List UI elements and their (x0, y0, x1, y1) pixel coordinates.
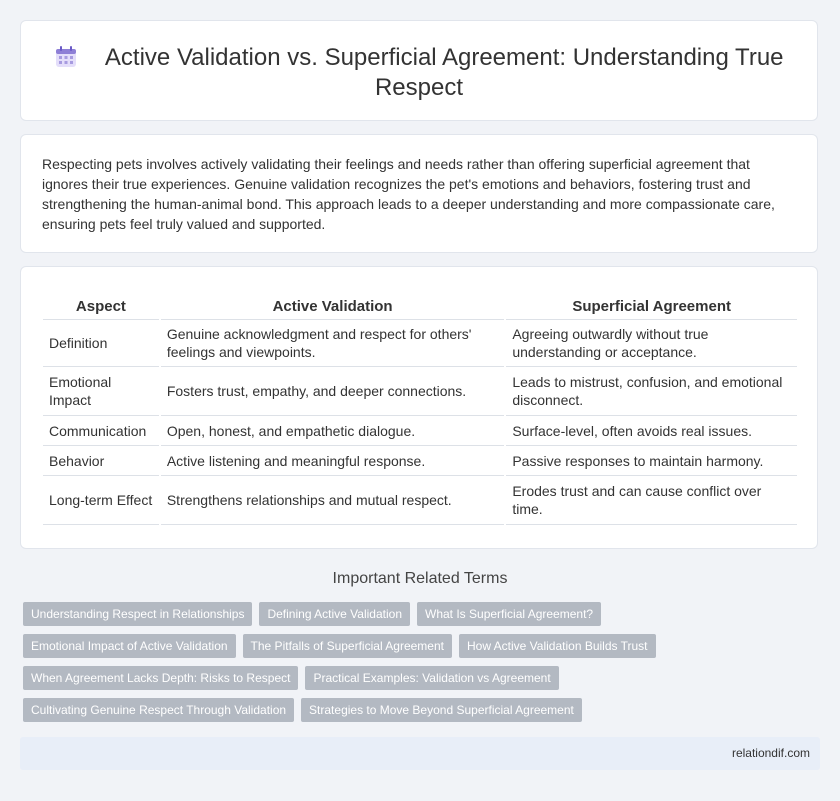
table-row (43, 416, 797, 446)
related-term-tag[interactable]: Emotional Impact of Active Validation (23, 634, 236, 658)
calendar-icon (54, 45, 78, 69)
row-superficial-agreement: Surface-level, often avoids real issues. (506, 416, 797, 446)
title-wrap (21, 43, 817, 103)
row-active-validation: Fosters trust, empathy, and deeper connections. (161, 367, 504, 416)
row-aspect: Long-term Effect (43, 476, 159, 525)
row-superficial-agreement: Passive responses to maintain harmony. (506, 446, 797, 476)
related-term-tag[interactable]: Defining Active Validation (259, 602, 410, 626)
row-active-validation: Open, honest, and empathetic dialogue. (161, 416, 504, 446)
tag-row (23, 698, 803, 722)
intro-card (20, 134, 818, 253)
table-row (43, 446, 797, 476)
related-term-tag[interactable]: How Active Validation Builds Trust (459, 634, 656, 658)
comparison-card (20, 266, 818, 549)
header-card (20, 20, 818, 121)
related-term-tag[interactable]: The Pitfalls of Superficial Agreement (243, 634, 452, 658)
tag-row (23, 634, 803, 658)
header-aspect: Aspect (43, 289, 159, 320)
footer (20, 737, 820, 770)
related-term-tag[interactable]: What Is Superficial Agreement? (417, 602, 601, 626)
row-aspect: Definition (43, 320, 159, 367)
intro-text: Respecting pets involves actively validating their feelings and needs rather than offering superficial agreement that ignores their true experiences. Genuine validation recognizes the pet's emotions and behaviors, fostering trust and strengthening the human-animal bond. This approach leads to a deeper understanding and more compassionate care, ensuring pets feel truly valued and supported. (42, 156, 775, 232)
table-header-row (43, 289, 797, 320)
comparison-table (41, 289, 799, 525)
row-superficial-agreement: Erodes trust and can cause conflict over time. (506, 476, 797, 525)
table-row (43, 476, 797, 525)
related-term-tag[interactable]: When Agreement Lacks Depth: Risks to Respect (23, 666, 298, 690)
row-superficial-agreement: Leads to mistrust, confusion, and emotional disconnect. (506, 367, 797, 416)
related-term-tag[interactable]: Strategies to Move Beyond Superficial Agreement (301, 698, 582, 722)
row-aspect: Behavior (43, 446, 159, 476)
related-terms-title: Important Related Terms (332, 570, 508, 587)
row-aspect: Emotional Impact (43, 367, 159, 416)
page-title: Active Validation vs. Superficial Agreement: Understanding True Respect (104, 44, 784, 101)
tag-row (23, 602, 803, 626)
row-active-validation: Strengthens relationships and mutual respect. (161, 476, 504, 525)
tag-row (23, 666, 803, 690)
related-term-tag[interactable]: Practical Examples: Validation vs Agreement (305, 666, 558, 690)
footer-site-link[interactable]: relationdif.com (731, 746, 810, 760)
header-superficial-agreement: Superficial Agreement (506, 289, 797, 320)
row-aspect: Communication (43, 416, 159, 446)
table-row (43, 320, 797, 367)
row-active-validation: Genuine acknowledgment and respect for others' feelings and viewpoints. (161, 320, 504, 367)
related-terms-list (23, 602, 803, 730)
header-active-validation: Active Validation (161, 289, 504, 320)
row-active-validation: Active listening and meaningful response. (161, 446, 504, 476)
related-term-tag[interactable]: Cultivating Genuine Respect Through Validation (23, 698, 294, 722)
row-superficial-agreement: Agreeing outwardly without true understanding or acceptance. (506, 320, 797, 367)
table-row (43, 367, 797, 416)
related-term-tag[interactable]: Understanding Respect in Relationships (23, 602, 252, 626)
